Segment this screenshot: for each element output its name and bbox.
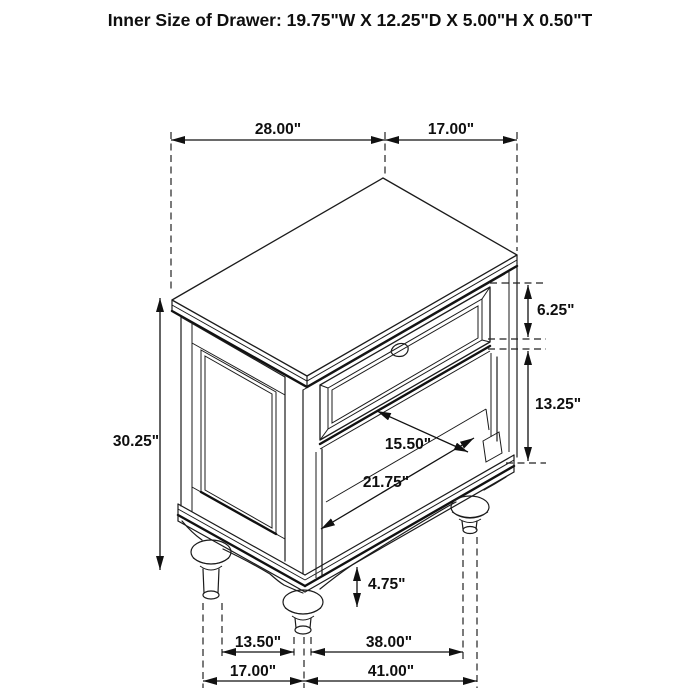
- dim-drawer-height: [528, 285, 575, 337]
- dim-opening-height: [528, 351, 581, 461]
- dim-leg-gap-side-label: 13.50": [234, 634, 282, 651]
- dim-opening-height-label: 13.25": [535, 396, 582, 413]
- dim-footprint-depth: [203, 663, 304, 681]
- dim-drawer-height-label: 6.25": [537, 302, 575, 319]
- dim-top-width: [171, 121, 385, 140]
- dim-leg-gap-side: [222, 634, 294, 652]
- dim-overall-height-label: 30.25": [112, 433, 160, 450]
- dim-shelf-width-label: 21.75": [362, 474, 410, 491]
- page-title: Inner Size of Drawer: 19.75"W X 12.25"D X 5.00"H X 0.50"T: [107, 10, 593, 30]
- left-leg: [191, 540, 231, 599]
- apron-curve-front: [320, 477, 506, 589]
- dim-leg-span-front: [311, 634, 463, 652]
- nightstand-drawing: [172, 178, 517, 634]
- dim-shelf-depth-label: 15.50": [384, 436, 432, 453]
- dim-footprint-width-label: 41.00": [367, 663, 415, 680]
- dim-top-depth: [385, 121, 517, 140]
- dim-leg-clearance-label: 4.75": [368, 576, 406, 593]
- dim-leg-clearance: [357, 567, 406, 607]
- dim-footprint-width: [304, 663, 477, 681]
- dim-footprint-depth-label: 17.00": [229, 663, 277, 680]
- right-leg: [451, 496, 489, 534]
- dim-overall-height: [113, 298, 160, 570]
- dim-shelf-depth: [377, 411, 468, 453]
- case-right-edge: [509, 267, 517, 457]
- dim-top-width-label: 28.00": [254, 121, 302, 138]
- front-leg: [283, 590, 323, 634]
- dim-top-depth-label: 17.00": [427, 121, 475, 138]
- dim-leg-span-front-label: 38.00": [365, 634, 413, 651]
